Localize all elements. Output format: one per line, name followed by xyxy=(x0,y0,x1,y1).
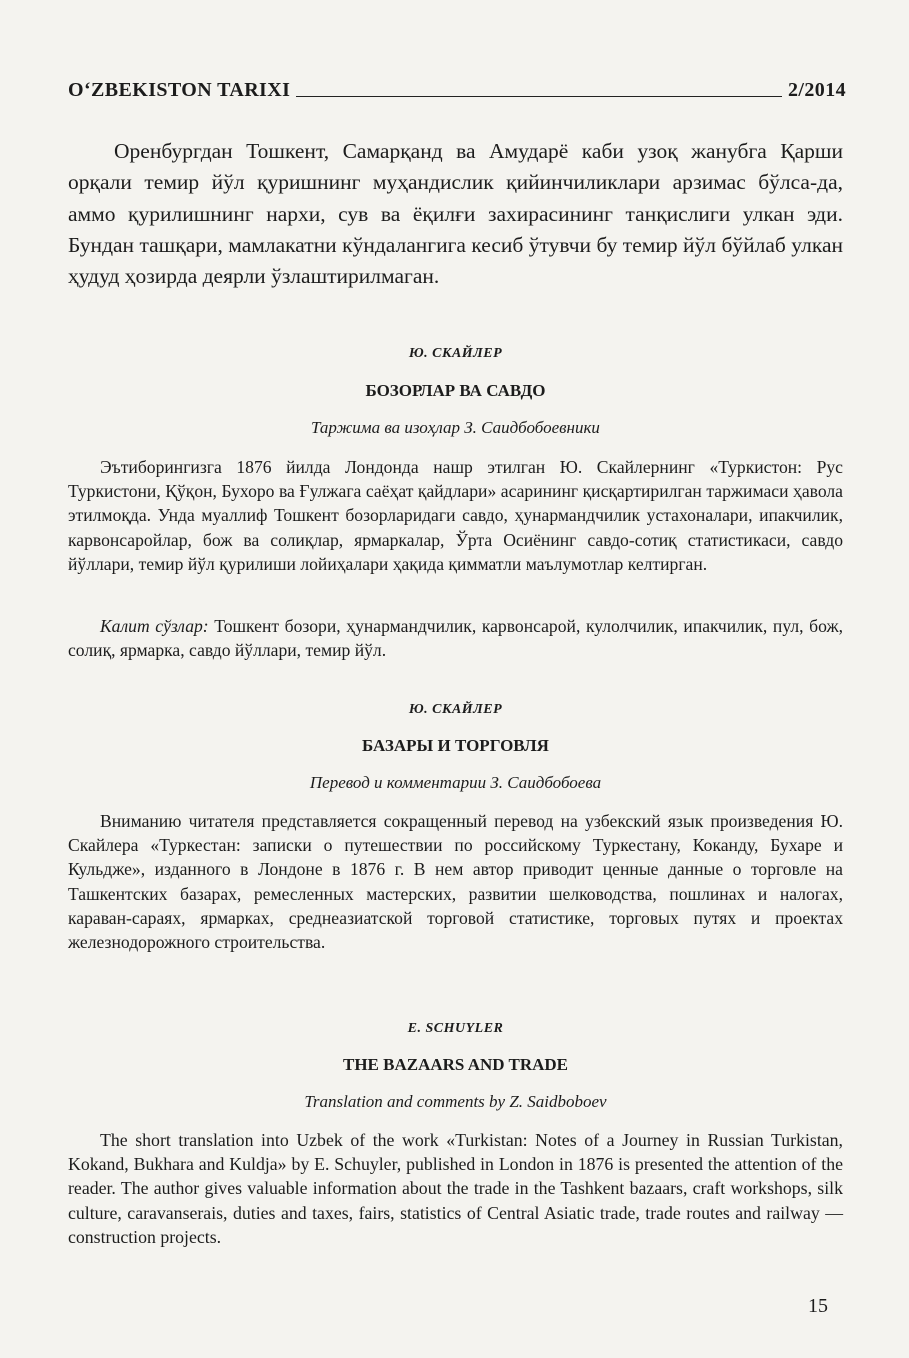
keywords-label: Калит сўзлар: xyxy=(100,616,209,636)
abstract-en: The short translation into Uzbek of the work «Turkistan: Notes of a Journey in Russian Turkistan, Kokand, Bukhara and Kuldja» by E. Schuyler, published in London in 1876 is presented the attention of the reader. The author gives valuable information about the trade in the Tashkent bazaars, craft workshops, silk culture, caravanserais, duties and taxes, fairs, statistics of Central Asiatic trade, trade routes and railway — construction projects. xyxy=(68,1130,843,1247)
author-uz: Ю. СКАЙЛЕР xyxy=(408,346,503,361)
journal-title: O‘ZBEKISTON TARIXI xyxy=(68,79,291,101)
abstract-ru: Вниманию читателя представляется сокращенный перевод на узбекский язык произведения Ю. Скайлера «Туркестан: записки о путешествии по российскому Туркестану, Коканду, Бухаре и Кульдже», изданного в Лондоне в 1876 г. В нем автор приводит ценные данные о торговле на Ташкентских базарах, ремесленных мастерских, развитии шелководства, пошлинах и налогах, караван-сараях, ярмарках, среднеазиатской торговой статистике, торговых путях и проектах железнодорожного строительства. xyxy=(68,811,843,953)
translator-line-ru: Перевод и комментарии З. Саидбобоева xyxy=(309,773,602,792)
author-en: E. SCHUYLER xyxy=(407,1021,504,1036)
translator-line-en: Translation and comments by Z. Saidboboev xyxy=(304,1092,607,1111)
running-header xyxy=(68,72,846,102)
keywords-uz xyxy=(68,614,843,662)
article-title-uz: БОЗОРЛАР ВА САВДО xyxy=(365,381,546,400)
intro-paragraph: Оренбургдан Тошкент, Самарқанд ва Амударё каби узоқ жанубга Қарши орқали темир йўл қуришнинг муҳандислик қийинчиликлари арзимас бўлса-да, аммо қурилишнинг нархи, сув ва ёқилғи захирасининг танқислиги улкан эди. Бундан ташқари, мамлакатни кўндалангига кесиб ўтувчи бу темир йўл бўйлаб улкан ҳудуд ҳозирда деярли ўзлаштирилмаган. xyxy=(68,139,843,289)
keywords-list: Тошкент бозори, ҳунармандчилик, карвонсарой, кулолчилик, ипакчилик, пул, бож, солиқ, ярмарка, савдо йўллари, темир йўл. xyxy=(68,616,844,661)
article-title-en: THE BAZAARS AND TRADE xyxy=(343,1055,568,1074)
abstract-uz: Эътиборингизга 1876 йилда Лондонда нашр этилган Ю. Скайлернинг «Туркистон: Рус Туркистони, Қўқон, Бухоро ва Ғулжага саёҳат қайдлари» асарининг қисқартирилган таржимаси ҳавола этилмоқда. Унда муаллиф Тошкент бозорларидаги савдо, ҳунармандчилик устахоналари, ипакчилик, карвонсаройлар, бож ва солиқлар, ярмаркалар, Ўрта Осиёнинг савдо-сотиқ статистикаси, савдо йўллари, темир йўл қурилиши лойиҳалари ҳақида қимматли маълумотлар келтирган. xyxy=(68,457,843,574)
page-number: 15 xyxy=(808,1295,828,1317)
header-rule xyxy=(296,96,782,97)
issue-number: 2/2014 xyxy=(788,79,846,101)
article-title-ru: БАЗАРЫ И ТОРГОВЛЯ xyxy=(362,736,549,755)
translator-line-uz: Таржима ва изоҳлар З. Саидбобоевники xyxy=(311,418,600,437)
author-ru: Ю. СКАЙЛЕР xyxy=(408,702,503,717)
